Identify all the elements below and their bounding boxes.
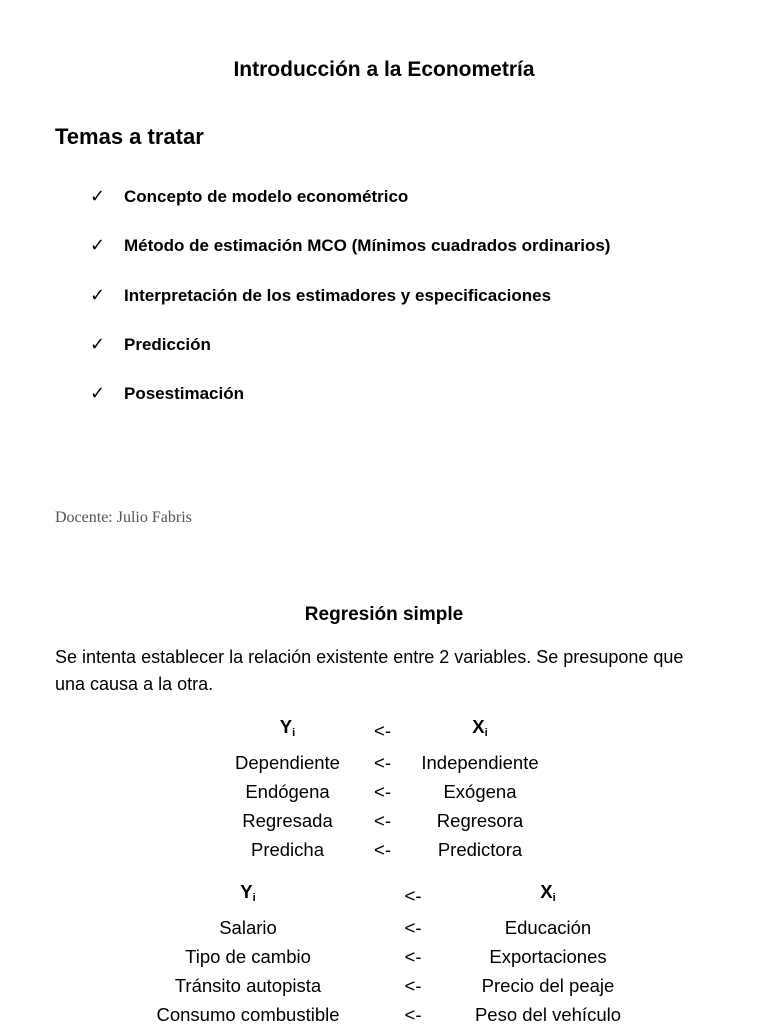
topic-label: Concepto de modelo econométrico — [124, 187, 409, 206]
table-row — [138, 942, 628, 971]
examples-table — [138, 877, 628, 1029]
topic-label: Predicción — [124, 334, 211, 354]
cell-arrow: <- — [374, 752, 391, 773]
header-arrow: <- — [374, 719, 391, 741]
table-row — [138, 1000, 628, 1029]
cell-arrow: <- — [374, 810, 391, 831]
header-x: $X_i$ — [472, 716, 488, 739]
checkmark-icon: ✓ — [90, 284, 106, 305]
cell-y: Endógena — [245, 781, 330, 802]
cell-arrow: <- — [374, 781, 391, 802]
checkmark-icon: ✓ — [90, 186, 106, 206]
checkmark-icon: ✓ — [90, 333, 106, 354]
topics-list — [90, 186, 610, 432]
topics-heading: Temas a tratar — [55, 124, 204, 149]
variable-terms-table — [220, 712, 550, 864]
cell-y: Regresada — [242, 810, 333, 831]
cell-y: Tránsito autopista — [174, 975, 322, 996]
topic-label: Interpretación de los estimadores y especificaciones — [124, 285, 552, 305]
cell-y: Tipo de cambio — [185, 946, 311, 967]
table-header-row — [138, 877, 628, 913]
cell-arrow: <- — [404, 917, 422, 938]
topic-label: Posestimación — [124, 384, 244, 404]
table-row — [220, 835, 550, 864]
cell-x: Exportaciones — [489, 946, 607, 967]
table-row — [220, 748, 550, 777]
section-title: Regresión simple — [304, 604, 464, 625]
page-title: Introducción a la Econometría — [233, 58, 535, 81]
cell-x: Exógena — [443, 781, 517, 802]
header-y: $Y_i$ — [279, 716, 296, 739]
topic-item — [90, 285, 610, 334]
table-header-row — [220, 712, 550, 748]
table-row — [220, 777, 550, 806]
cell-x: Precio del peaje — [481, 975, 615, 996]
cell-arrow: <- — [404, 1004, 422, 1025]
cell-y: Dependiente — [235, 752, 340, 773]
cell-arrow: <- — [404, 946, 422, 967]
cell-arrow: <- — [374, 839, 391, 860]
cell-x: Independiente — [421, 752, 539, 773]
header-arrow: <- — [404, 884, 422, 906]
table-row — [138, 971, 628, 1000]
topic-label: Método de estimación MCO (Mínimos cuadrados ordinarios) — [124, 236, 611, 256]
cell-y: Consumo combustible — [156, 1004, 340, 1025]
docente-label: Docente: Julio Fabris — [55, 509, 192, 526]
topic-item — [90, 235, 610, 284]
topic-item — [90, 383, 610, 432]
checkmark-icon: ✓ — [90, 383, 106, 404]
table-row — [138, 913, 628, 942]
cell-arrow: <- — [404, 975, 422, 996]
header-x: $X_i$ — [540, 881, 556, 904]
topic-item — [90, 334, 610, 383]
checkmark-icon: ✓ — [90, 235, 106, 256]
cell-x: Educación — [504, 917, 592, 938]
cell-y: Salario — [219, 917, 277, 938]
cell-x: Regresora — [436, 810, 524, 831]
cell-y: Predicha — [250, 839, 324, 860]
cell-x: Peso del vehículo — [474, 1004, 622, 1025]
table-row — [220, 806, 550, 835]
section-paragraph: Se intenta establecer la relación existente entre 2 variables. Se presupone que una causa a la otra. — [55, 647, 684, 694]
topic-item — [90, 186, 610, 235]
cell-x: Predictora — [437, 839, 523, 860]
header-y: $Y_i$ — [240, 881, 256, 904]
